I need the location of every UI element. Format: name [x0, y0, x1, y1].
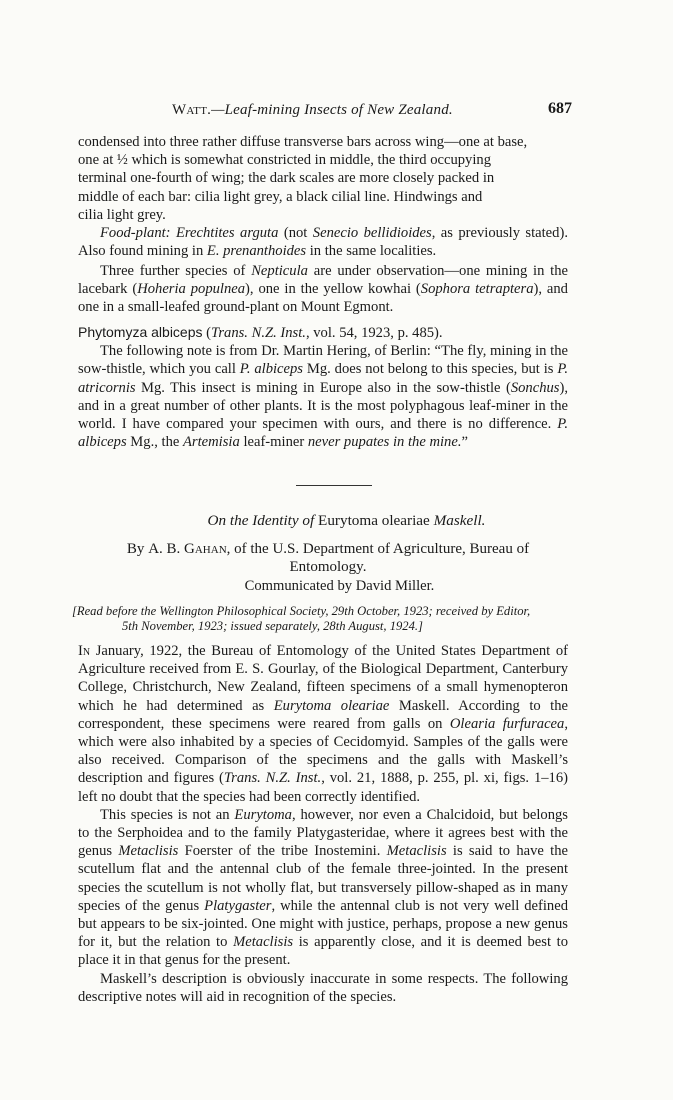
read-note-line: [Read before the Wellington Philosophical Society, 29th October, 1923; received by Editor,: [72, 604, 531, 618]
text-fragment: are under observation—one mining in the lacebark (: [78, 263, 568, 298]
text-fragment: , which were also inhabited by a species of Cecidomyid. Samples of the galls were also received. Comparison of the specimens and the galls with Maskell’s description and figures (: [78, 715, 568, 787]
text-line: cilia light grey.: [78, 206, 166, 223]
text-fragment: ), and in a great number of other plants. It is the most polyphagous leaf-miner in the world. I have compared your specimen with ours, and there is no difference.: [78, 379, 568, 433]
read-before-note: [72, 604, 570, 634]
phytomyza-section: [78, 323, 568, 451]
plant-name: Hoheria populnea: [137, 281, 246, 298]
nepticula-paragraph: [78, 262, 568, 317]
text-fragment: Foerster of the tribe Inostemini.: [184, 843, 381, 860]
text-fragment: is said to have the scutellum flat and the antennal club of the female three-jointed. In the present species the scutellum is not wholly flat, but transversely pillow-shaped as in many species of the genus: [78, 843, 568, 914]
article-title: [0, 512, 673, 530]
text-fragment: This species is not an: [100, 806, 230, 823]
read-note-line: 5th November, 1923; issued separately, 28th August, 1924.]: [122, 619, 423, 633]
journal-ref: Trans. N.Z. Inst.: [223, 770, 322, 787]
genus-name: Metaclisis: [233, 934, 294, 951]
text-fragment: in the same localities.: [309, 243, 437, 260]
text-fragment: Mg. This insect is mining in Europe also in the sow-thistle (: [141, 379, 511, 396]
text-fragment: , as previously stated). Also found mining in: [78, 225, 568, 260]
description-continuation: [78, 133, 568, 260]
text-fragment: ”: [461, 434, 468, 451]
text-fragment: The following note is from Dr. Martin Hering, of Berlin: “The fly, mining in the sow-thistle, which you call: [78, 343, 568, 378]
text-fragment: (not: [283, 225, 308, 242]
text-fragment: leaf-miner: [243, 434, 305, 451]
text-fragment: ), one in the yellow kowhai (: [245, 281, 421, 298]
text-fragment: (: [206, 325, 212, 341]
text-fragment: January, 1922, the Bureau of Entomology of the United States Department of Agriculture received from E. S. Gourlay, of the Biological Department, Canterbury College, Christchurch, New Zealand, fifteen specimens of a small hymenopteron which he had determined as: [78, 643, 568, 714]
plant-name: Sophora tetraptera: [420, 281, 534, 298]
communicated-text: Communicated by David Miller.: [244, 578, 435, 594]
body-paragraph: [78, 970, 568, 1006]
genus-name: Metaclisis: [386, 843, 447, 860]
running-head-title: [172, 102, 453, 119]
dropcap: In: [78, 643, 91, 659]
article-body: [78, 642, 568, 1006]
title-authority: Maskell.: [433, 512, 486, 529]
running-head-author: Watt.: [172, 102, 212, 118]
genus-name: Eurytoma: [234, 806, 292, 823]
text-fragment: Maskell. According to the correspondent, these specimens were reared from galls on: [78, 697, 568, 732]
species-name: P. albiceps: [239, 361, 303, 378]
text-line: [78, 151, 568, 169]
species-name: P. atricornis: [78, 361, 569, 396]
text-fragment: Mg., the: [130, 434, 180, 451]
text-fragment: is apparently close, and it is deemed best to place it in that genus for the present.: [78, 934, 569, 969]
title-species: Eurytoma oleariae: [318, 512, 430, 529]
genus-name: Sonchus: [510, 379, 560, 396]
species-heading: Phytomyza albiceps: [78, 324, 203, 340]
text-line: terminal one-fourth of wing; the dark scales are more closely packed in: [78, 170, 495, 187]
text-line: middle of each bar: cilia light grey, a black cilial line. Hindwings and: [78, 188, 483, 205]
communicated-by: [0, 578, 673, 595]
food-plant-paragraph: [78, 224, 568, 260]
emphasis: never pupates in the mine.: [307, 434, 462, 451]
body-paragraph: [78, 806, 568, 970]
text-fragment: , vol. 21, 1888, p. 255, pl. xi, figs. 1–16) left no doubt that the species had been correctly identified.: [78, 770, 568, 805]
text-fragment: , however, nor even a Chalcidoid, but belongs to the Serphoidea and to the family Platygasteridae, where it agrees best with the genus: [78, 806, 568, 860]
hering-note: [78, 342, 568, 451]
species-name: Senecio bellidioides: [312, 225, 432, 242]
text-fragment: Mg. does not belong to this species, but is: [306, 361, 554, 378]
section-divider: [296, 485, 372, 486]
title-prefix: On the Identity of: [207, 512, 315, 529]
text-fragment: ), and one in a small-leafed ground-plant on Mount Egmont.: [78, 281, 568, 316]
food-plant-species: Erechtites arguta: [175, 225, 279, 242]
page-number: 687: [548, 100, 572, 117]
text-line: condensed into three rather diffuse transverse bars across wing—one at base,: [78, 134, 528, 150]
byline-by: By: [126, 541, 145, 557]
food-plant-label: Food-plant:: [100, 225, 171, 242]
author-affiliation: , of the U.S. Department of Agriculture, Bureau of Entomology.: [226, 541, 530, 575]
species-name: P. albiceps: [78, 416, 568, 451]
running-head: [0, 100, 673, 124]
text-fragment: Three further species of: [100, 263, 246, 279]
body-paragraph: [78, 642, 568, 806]
author-name: A. B. Gahan: [148, 541, 227, 557]
text-fragment: Maskell’s description is obviously inaccurate in some respects. The following descriptive notes will aid in recognition of the species.: [78, 970, 568, 1005]
genus-name: Nepticula: [251, 263, 308, 279]
species-name: Eurytoma oleariae: [273, 697, 390, 714]
text-fragment: , vol. 54, 1923, p. 485).: [305, 325, 443, 341]
species-name: E. prenanthoides: [206, 243, 307, 260]
journal-ref: Trans. N.Z. Inst.: [211, 325, 306, 341]
genus-name: Artemisia: [183, 434, 240, 451]
genus-name: Platygaster: [204, 897, 272, 914]
text-fragment: , while the antennal club is not very well defined but appears to be six-jointed. One might with justice, perhaps, propose a new genus for it, but the relation to: [78, 897, 569, 951]
running-head-journal-title: —Leaf-mining Insects of New Zealand.: [211, 102, 453, 118]
plant-name: Olearia furfuracea: [449, 715, 565, 732]
genus-name: Metaclisis: [118, 843, 179, 860]
author-byline: [88, 540, 568, 576]
text-fragment: one at ½ which is somewhat constricted in middle, the third occupying: [78, 152, 491, 169]
phytomyza-heading: [78, 323, 568, 342]
